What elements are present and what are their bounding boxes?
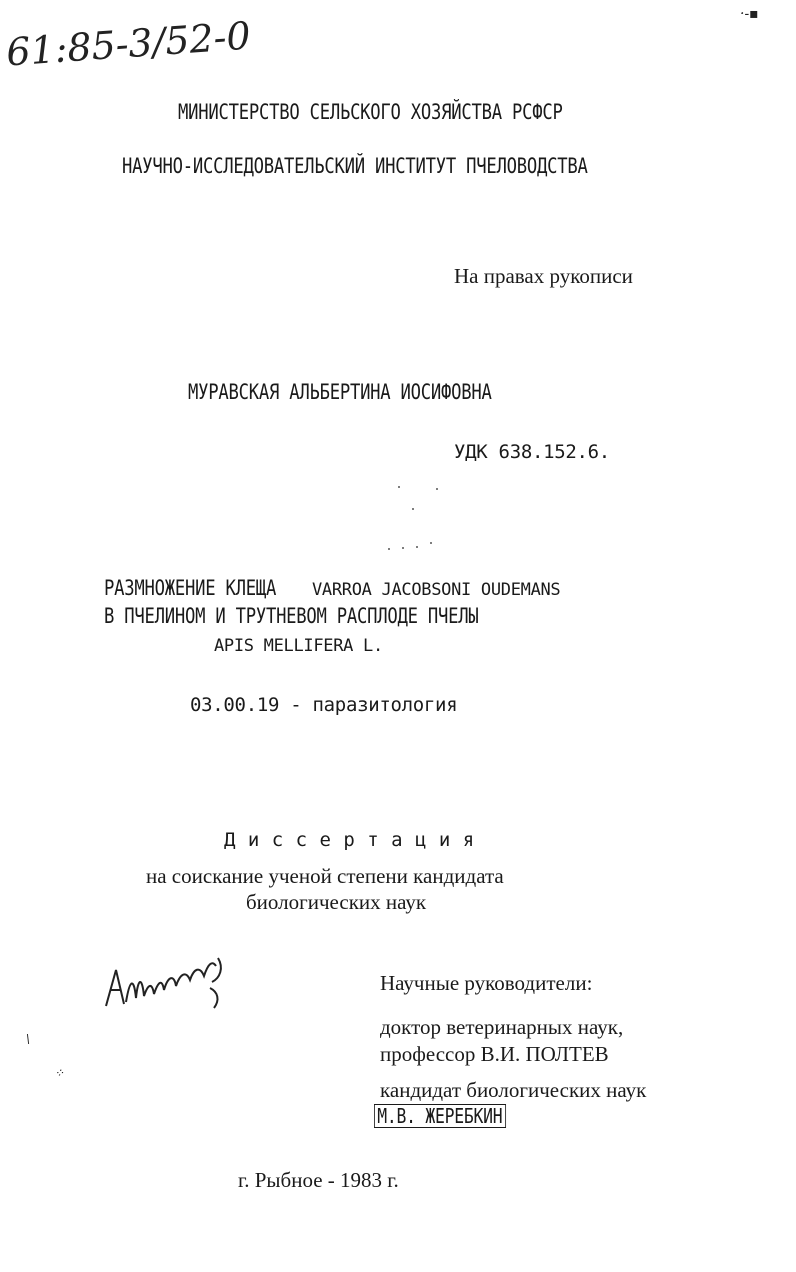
speck (412, 508, 414, 510)
speck (416, 546, 418, 548)
supervisors-heading: Научные руководители: (380, 971, 593, 995)
speck (436, 488, 438, 490)
margin-mark: ⁘ (54, 1066, 65, 1080)
supervisor2-degree: кандидат биологических наук (380, 1078, 647, 1102)
ministry-heading: МИНИСТЕРСТВО СЕЛЬСКОГО ХОЗЯЙСТВА РСФСР (178, 100, 563, 124)
speck (402, 547, 404, 549)
title-line1-latin: VARROA JACOBSONI OUDEMANS (312, 580, 561, 600)
speck (388, 548, 390, 550)
footer-place-year: г. Рыбное - 1983 г. (238, 1168, 399, 1192)
udk-code: УДК 638.152.6. (454, 441, 610, 463)
margin-mark: \ (26, 1032, 31, 1046)
author-name: МУРАВСКАЯ АЛЬБЕРТИНА ИОСИФОВНА (188, 380, 492, 404)
manuscript-rights: На правах рукописи (454, 264, 633, 288)
title-line2: В ПЧЕЛИНОМ И ТРУТНЕВОМ РАСПЛОДЕ ПЧЕЛЫ (104, 604, 479, 628)
specialty-code: 03.00.19 - паразитология (190, 694, 458, 716)
supervisor1-degree: доктор ветеринарных наук, (380, 1015, 624, 1039)
speck (398, 486, 400, 488)
speck (430, 542, 432, 544)
supervisor2-name: М.В. ЖЕРЕБКИН (374, 1104, 506, 1128)
institute-heading: НАУЧНО-ИССЛЕДОВАТЕЛЬСКИЙ ИНСТИТУТ ПЧЕЛОВОДСТВА (122, 154, 588, 178)
supervisor1-name: профессор В.И. ПОЛТЕВ (380, 1042, 609, 1066)
corner-mark: ·-▪ (740, 6, 759, 22)
dissertation-line1: на соискание ученой степени кандидата (146, 864, 504, 888)
archive-number: 61:85-3/52-0 (4, 13, 252, 75)
dissertation-label: Д и с с е р т а ц и я (224, 829, 475, 851)
author-signature (100, 948, 240, 1018)
title-line3: APIS MELLIFERA L. (214, 636, 383, 656)
title-line1-russian: РАЗМНОЖЕНИЕ КЛЕЩА (104, 576, 277, 600)
dissertation-line2: биологических наук (246, 890, 427, 914)
